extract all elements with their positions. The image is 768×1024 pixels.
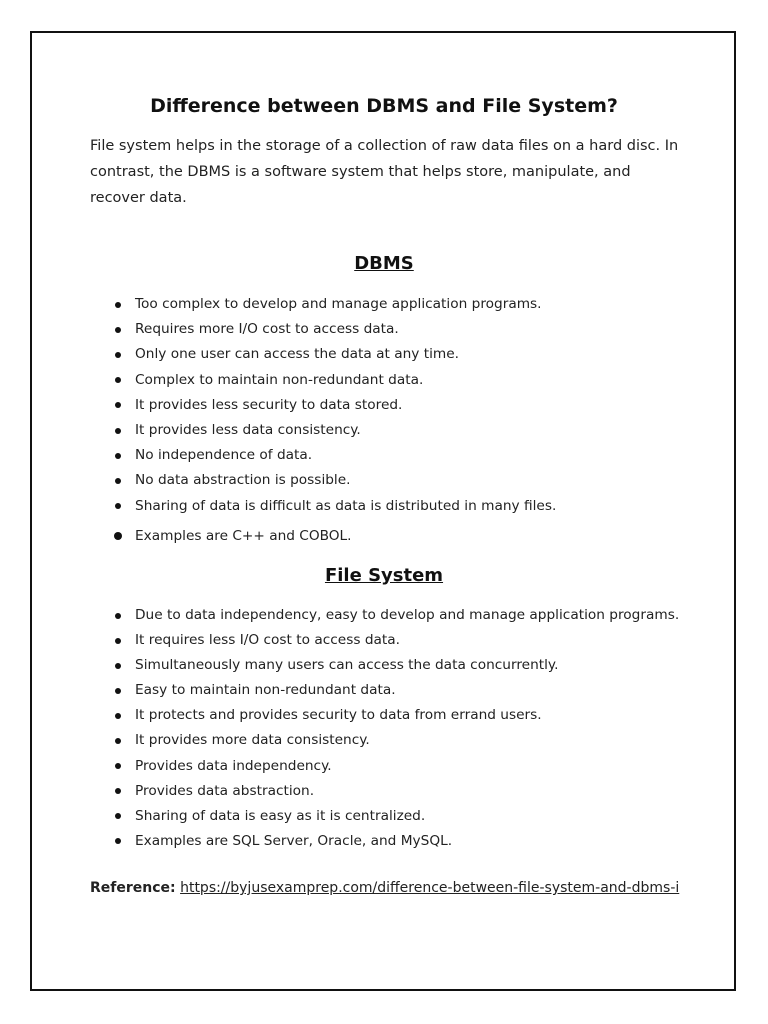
- list-item-text: Due to data independency, easy to develop and manage application programs.: [135, 607, 680, 623]
- list-item: [112, 653, 712, 678]
- bullet-icon: [115, 402, 121, 408]
- list-item-text: Examples are C++ and COBOL.: [135, 527, 352, 544]
- bullet-icon: [114, 532, 122, 540]
- list-item-text: It requires less I/O cost to access data.: [135, 632, 401, 649]
- bullet-icon: [115, 788, 121, 794]
- list-item-text: It provides more data consistency.: [135, 732, 370, 749]
- list-item: [112, 754, 712, 779]
- bullet-icon: [115, 663, 121, 669]
- list-item-text: Simultaneously many users can access the data concurrently.: [135, 657, 559, 674]
- list-item-text: It provides less data consistency.: [135, 422, 361, 439]
- list-item-text: Only one user can access the data at any time.: [135, 346, 460, 363]
- dbms-heading: DBMS: [354, 253, 414, 274]
- list-item-text: Too complex to develop and manage application programs.: [135, 296, 542, 312]
- bullet-icon: [115, 478, 121, 484]
- list-item: [112, 342, 712, 367]
- list-item-text: Easy to maintain non-redundant data.: [135, 682, 396, 699]
- bullet-icon: [115, 327, 121, 333]
- list-item: [112, 292, 712, 317]
- bullet-icon: [115, 813, 121, 819]
- list-item-text: Provides data abstraction.: [135, 782, 315, 799]
- reference-line: [90, 880, 679, 896]
- list-item-text: Sharing of data is difficult as data is distributed in many files.: [135, 497, 557, 514]
- list-item: [112, 728, 712, 753]
- list-item: [112, 317, 712, 342]
- list-item: [112, 703, 712, 728]
- list-item-text: It provides less security to data stored.: [135, 396, 403, 413]
- list-item: [112, 678, 712, 703]
- bullet-icon: [115, 377, 121, 383]
- list-item: [112, 418, 712, 443]
- bullet-icon: [115, 738, 121, 744]
- reference-link[interactable]: https://byjusexamprep.com/difference-between-file-system-and-dbms-i: [180, 880, 680, 896]
- bullet-icon: [115, 763, 121, 769]
- bullet-icon: [115, 352, 121, 358]
- list-item: [112, 829, 712, 854]
- list-item-text: Requires more I/O cost to access data.: [135, 321, 399, 338]
- file-system-heading: File System: [324, 565, 444, 586]
- bullet-icon: [115, 503, 121, 509]
- list-item: [112, 443, 712, 468]
- list-item: [112, 368, 712, 393]
- list-item-text: No independence of data.: [135, 447, 313, 464]
- page-title: Difference between DBMS and File System?: [150, 95, 618, 117]
- list-item: [112, 603, 712, 628]
- file-system-bullet-list: [112, 603, 712, 854]
- list-item: [112, 494, 712, 519]
- list-item: [112, 628, 712, 653]
- bullet-icon: [115, 428, 121, 434]
- list-item: [112, 779, 712, 804]
- list-item: [112, 524, 712, 549]
- list-item-text: Sharing of data is easy as it is centralized.: [135, 807, 426, 824]
- list-item: [112, 468, 712, 493]
- list-item-text: Complex to maintain non-redundant data.: [135, 371, 424, 388]
- bullet-icon: [115, 638, 121, 644]
- bullet-icon: [115, 453, 121, 459]
- list-item-text: It protects and provides security to data from errand users.: [135, 707, 542, 724]
- bullet-icon: [115, 613, 121, 619]
- list-item-text: Examples are SQL Server, Oracle, and MySQL.: [135, 832, 453, 849]
- intro-paragraph: File system helps in the storage of a collection of raw data files on a hard disc. In contrast, the DBMS is a software system that helps store, manipulate, and recover data.: [90, 138, 679, 206]
- list-item: [112, 804, 712, 829]
- bullet-icon: [115, 302, 121, 308]
- dbms-bullet-list: [112, 292, 712, 549]
- bullet-icon: [115, 713, 121, 719]
- list-item-text: No data abstraction is possible.: [135, 472, 351, 489]
- bullet-icon: [115, 838, 121, 844]
- bullet-icon: [115, 688, 121, 694]
- reference-label: Reference:: [90, 880, 176, 896]
- list-item: [112, 393, 712, 418]
- list-item-text: Provides data independency.: [135, 757, 332, 774]
